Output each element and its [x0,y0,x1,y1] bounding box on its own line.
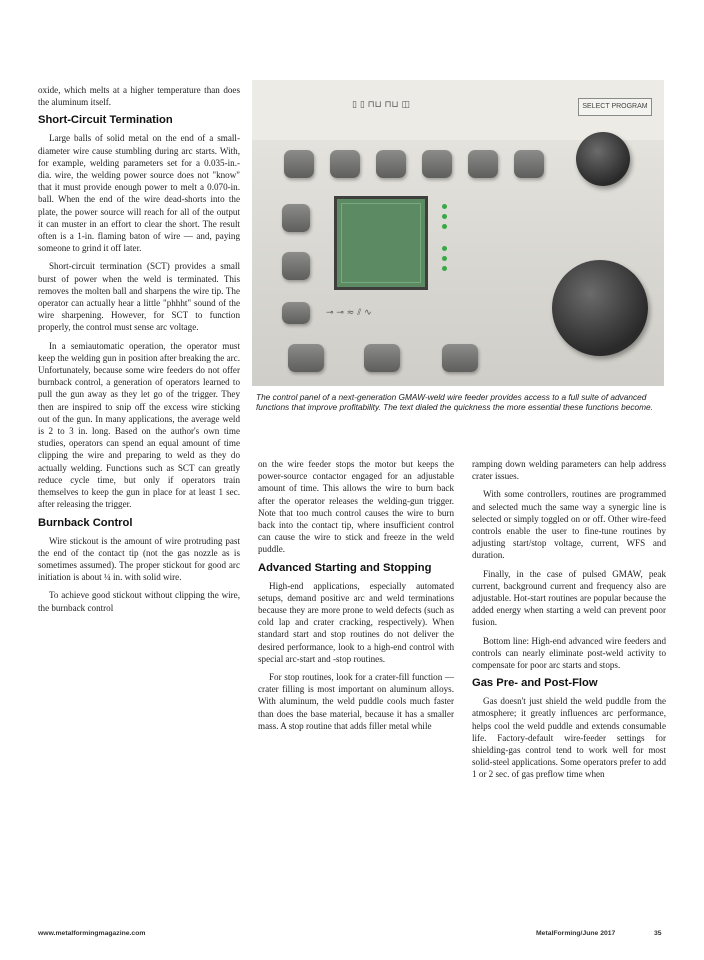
panel-button [282,302,310,324]
panel-button [282,204,310,232]
footer-url: www.metalformingmagazine.com [38,930,146,937]
section-heading: Advanced Starting and Stopping [258,561,432,574]
paragraph: For stop routines, look for a crater-fill function — crater filling is most important on aluminum alloys. With aluminum, the weld puddle cools much faster than does the base material, because it has a smaller mass. A stop routine that adds filler metal while [258,672,454,731]
panel-button [288,344,324,372]
section-heading: Short-Circuit Termination [38,114,173,127]
paragraph: Wire stickout is the amount of wire protruding past the end of the contact tip (not the gas nozzle as is sometimes assumed). The proper stickout for good arc initiation is about ¼ in. with solid wire. [38,535,240,583]
footer-issue: MetalForming/June 2017 [536,930,616,937]
wire-feeder-photo [252,80,664,386]
panel-button [364,344,400,372]
panel-button [514,150,544,178]
section-heading: Gas Pre- and Post-Flow [472,677,598,690]
paragraph: In a semiautomatic operation, the operator must keep the welding gun in position after breaking the arc. Unfortunately, because some wire feeders do not offer burnback control, a generation of operators learned to pull the gun away as they let go of the trigger. They then are inspired to snip off the excess wire sticking out of the gun. In many applications, the average weld is 2 to 3 in. long. Based on the author's own time studies, operators can spend an equal amount of time clipping the wire and preparing to weld as they do actually welding. Functions such as SCT can greatly reduce cycle time, but only if operators train themselves to keep the gun in place for at least 1 sec. after releasing the trigger. [38,340,240,510]
display-screen-icon [334,196,428,290]
panel-button [284,150,314,178]
paragraph: With some controllers, routines are programmed and selected much the same way a synergic line is selected or simply toggled on or off. Other wire-feed controls enable the user to fine-tune routines by adjusting start/stop voltage, current, WFS and duration. [472,489,666,561]
paragraph: Finally, in the case of pulsed GMAW, peak current, background current and frequency also are adjustable. Hot-start routines are popular because the added energy when starting a weld can prevent poor fusion. [472,568,666,628]
paragraph: Short-circuit termination (SCT) provides a small burst of power when the weld is terminated. This removes the molten ball and sharpens the wire tip. The operator can actually hear a little "phhht" sound of the wire sharpening. However, for SCT to function properly, the control must sense arc voltage. [38,261,240,333]
paragraph: ramping down welding parameters can help address crater issues. [472,459,666,482]
photo-caption: The control panel of a next-generation GMAW-weld wire feeder provides access to a full suite of advanced functions that improve profitability. The text dialed the quickness the more essential these functions become. [256,392,653,412]
paragraph: Large balls of solid metal on the end of a small-diameter wire cause stumbling during arc starts. With, for example, welding parameters set for a 0.035-in.-dia. wire, the welding power source does not "know" that it must provide enough power to melt a 0.070-in. ball. When the end of the wire dead-shorts into the plate, the power source will reach for all of the output it can muster in an effort to clear the short. The result often is a 1-in. flaming baton of wire — and, paying someone to grind it off later. [38,133,240,254]
column-3 [472,458,666,787]
indicator-led [442,256,447,261]
panel-label: SELECT PROGRAM [578,98,652,116]
section-heading: Burnback Control [38,516,133,529]
paragraph: Bottom line: High-end advanced wire feeders and controls can nearly eliminate post-weld activity to compensate for poor arc starts and stops. [472,635,666,671]
indicator-led [442,266,447,271]
mode-symbols-icon: ⊸ ⊸ ≈ ⫽ ∿ [326,308,372,318]
panel-button [376,150,406,178]
paragraph: High-end applications, especially automated setups, demand positive arc and weld terminations because they are more prone to weld defects (such as cold lap and crater cracking, respectively). When standard start and stop routines do not deliver the desired performance, look to a high-end control with special arc-start and -stop routines. [258,580,454,664]
indicator-led [442,246,447,251]
panel-button [282,252,310,280]
paragraph: on the wire feeder stops the motor but keeps the power-source contactor engaged for an adjustable amount of time. This allows the wire to burn back after the operator releases the welding-gun trigger. Note that too much control causes the wire to burn back into the contact tip, where insufficient control can cause the wire to stick and freeze in the weld puddle. [258,459,454,555]
indicator-led [442,224,447,229]
panel-button [442,344,478,372]
panel-button [330,150,360,178]
column-2 [258,458,454,738]
knob-small-icon [576,132,630,186]
indicator-led [442,204,447,209]
indicator-led [442,214,447,219]
panel-symbols-icon: ▯ ▯ ⊓⊔ ⊓⊔ ◫ [352,100,410,110]
paragraph: To achieve good stickout without clipping the wire, the burnback control [38,590,240,613]
page-number: 35 [654,930,662,937]
knob-large-icon [552,260,648,356]
panel-button [468,150,498,178]
paragraph: Gas doesn't just shield the weld puddle from the atmosphere; it greatly influences arc performance, helps cool the weld puddle and extends consumable life. Factory-default wire-feeder settings for shielding-gas control tend to work well for most solid-steel applications. Some operators prefer to add 1 or 2 sec. of gas preflow time when [472,696,666,780]
paragraph: oxide, which melts at a higher temperature than does the aluminum itself. [38,85,240,108]
column-1 [38,84,240,620]
panel-button [422,150,452,178]
